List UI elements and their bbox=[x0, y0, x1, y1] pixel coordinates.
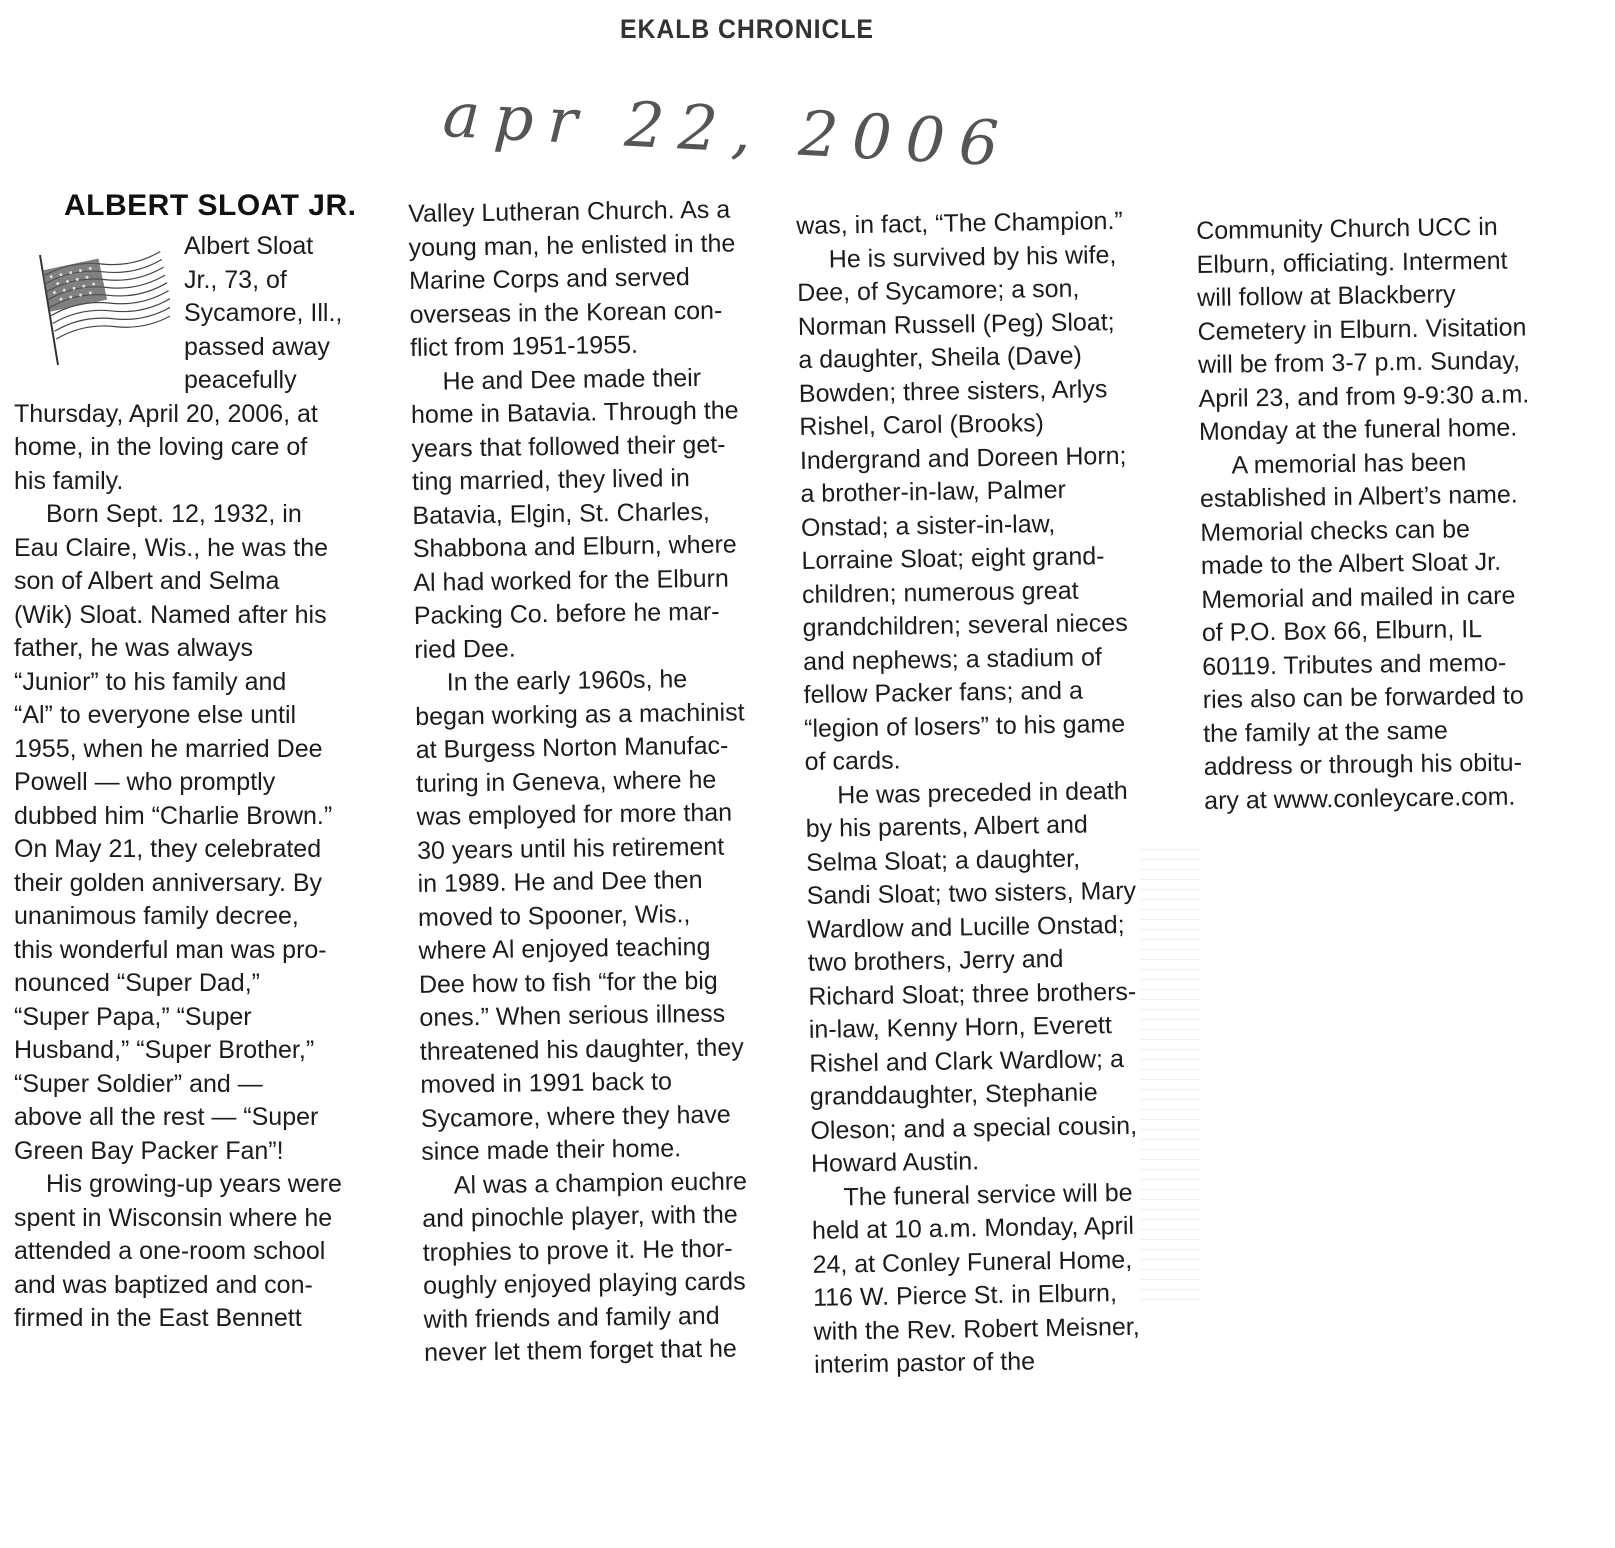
paragraph: In the early 1960s, he began working as a machinist at Burgess Norton Manufac- turing in Geneva, where he was employed for more than 30 years until his retirement in 1989. He and Dee then moved to Spooner, Wis., where Al enjoyed teaching Dee how to fish “for the big ones.” When serious illness threatened his daughter, they moved in 1991 back to Sycamore, where they have since made their home. bbox=[415, 665, 745, 1166]
paragraph: His growing-up years were spent in Wisconsin where he attended a one-room school and was baptized and con- firmed in the East Bennett bbox=[14, 1170, 342, 1332]
paragraph: He is survived by his wife, Dee, of Sycamore; a son, Norman Russell (Peg) Sloat; a daughter, Sheila (Dave) Bowden; three sisters, Arlys Rishel, Carol (Brooks) Indergrand and Doreen Horn; a brother-in-law, Palmer Onstad; a sister-in-law, Lorraine Sloat; eight grand- children; numerous great grandchildren; several nieces and nephews; a stadium of fellow Packer fans; and a “legion of losers” to his game of cards. bbox=[797, 240, 1128, 776]
paragraph: Valley Lutheran Church. As a young man, he enlisted in the Marine Corps and served overseas in the Korean con- flict from 1951-1955. bbox=[408, 195, 736, 362]
american-flag-icon bbox=[30, 235, 170, 370]
paragraph: Community Church UCC in Elburn, officiating. Interment will follow at Blackberry Cemetery in Elburn. Visitation will be from 3-7 p.m. Sunday, April 23, and from 9-9:30 a.m. Monday at the funeral home. bbox=[1196, 212, 1530, 446]
paragraph: A memorial has been established in Albert’s name. Memorial checks can be made to the Albert Sloat Jr. Memorial and mailed in care of P.O. Box 66, Elburn, IL 60119. Tributes and memo- ries also can be forwarded to the family at the same address or through his obitu- ary at www.conleycare.com. bbox=[1199, 447, 1524, 815]
intro-paragraph: Albert Sloat Jr., 73, of Sycamore, Ill., passed away peacefully bbox=[184, 232, 343, 394]
paragraph: Al was a champion euchre and pinochle player, with the trophies to prove it. He thor- oughly enjoyed playing cards with friends and family and never let them forget that he bbox=[422, 1166, 748, 1367]
column-2 bbox=[408, 193, 814, 1371]
paragraph: He was preceded in death by his parents, Albert and Selma Sloat; a daughter, Sandi Sloat; two sisters, Mary Wardlow and Lucille Onstad; two brothers, Jerry and Richard Sloat; three brothers- in-law, Kenny Horn, Everett Rishel and Clark Wardlow; a granddaughter, Stephanie Oleson; and a special cousin, Howard Austin. bbox=[805, 776, 1138, 1178]
newspaper-masthead: EKALB CHRONICLE bbox=[620, 14, 874, 44]
obituary-headline: ALBERT SLOAT JR. bbox=[64, 189, 357, 222]
paragraph: He and Dee made their home in Batavia. Through the years that followed their get- ting married, they lived in Batavia, Elgin, St. Charles, Shabbona and Elburn, where Al had worked for the Elburn Packing Co. before he mar- ried Dee. bbox=[410, 363, 739, 664]
handwritten-date: apr 22, 2006 bbox=[441, 78, 1015, 181]
paragraph: Born Sept. 12, 1932, in Eau Claire, Wis., he was the son of Albert and Selma (Wik) Sloat. Named after his father, he was always “Junior” to his family and “Al” to everyone else until 1955, when he married Dee Powell — who promptly dubbed him “Charlie Brown.” On May 21, they celebrated their golden anniversary. By unanimous family decree, this wonderful man was pro- nounced “Super Dad,” “Super Papa,” “Super Husband,” “Super Brother,” “Super Soldier” and — above all the rest — “Super Green Bay Packer Fan”! bbox=[14, 500, 333, 1165]
paragraph: Thursday, April 20, 2006, at home, in the loving care of his family. bbox=[14, 399, 318, 495]
scan-artifact bbox=[1140, 840, 1200, 1300]
column-4 bbox=[1196, 209, 1615, 818]
paragraph: The funeral service will be held at 10 a.m. Monday, April 24, at Conley Funeral Home, 116 W. Pierce St. in Elburn, with the Rev. Robert Meisner, interim pastor of the bbox=[811, 1178, 1140, 1379]
paragraph: was, in fact, “The Champion.” bbox=[796, 206, 1123, 240]
